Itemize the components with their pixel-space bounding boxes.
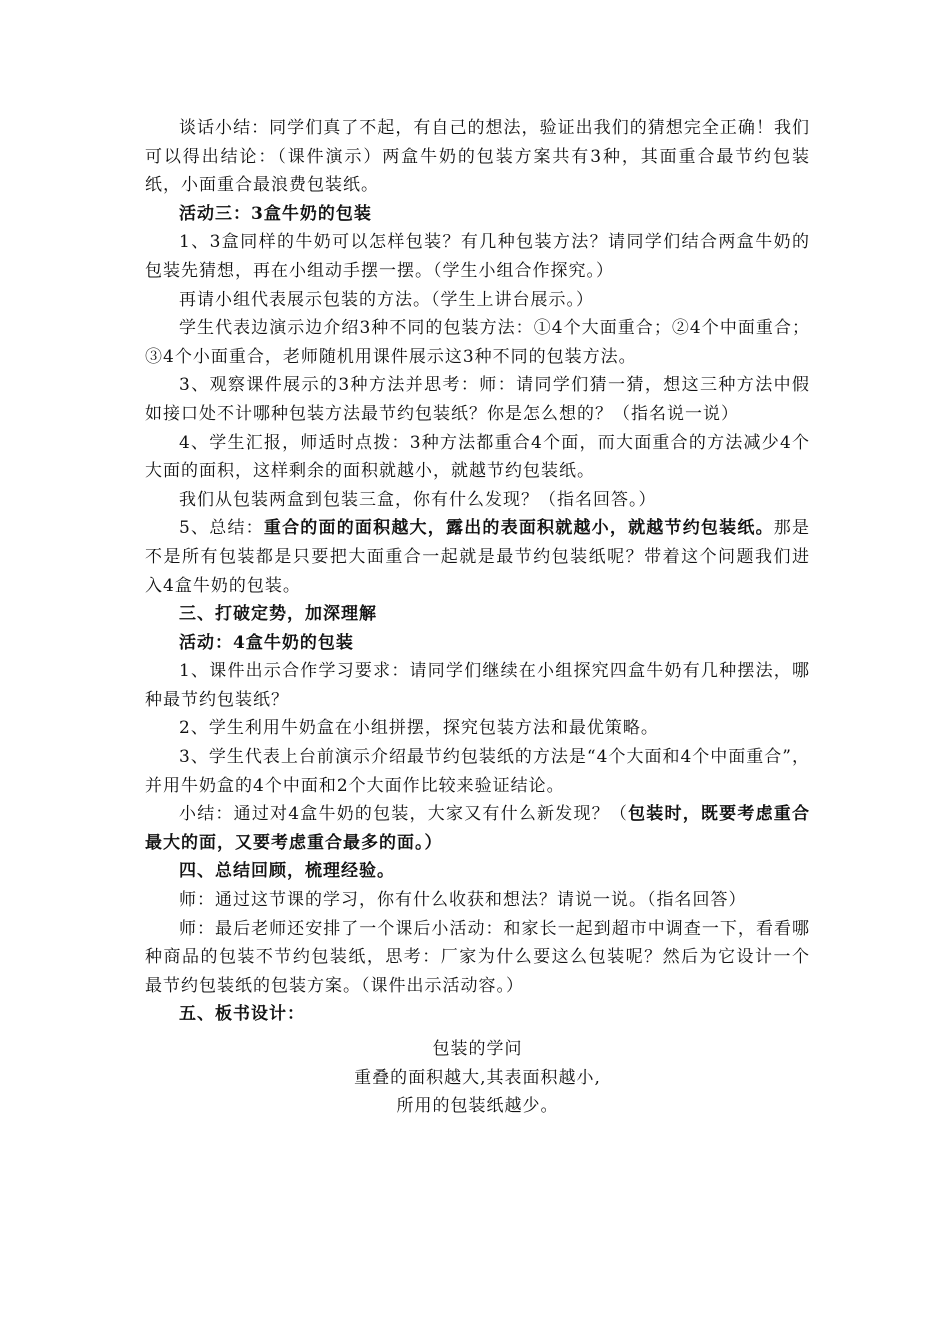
- demo-paragraph: 学生代表边演示边介绍3种不同的包装方法：①4个大面重合；②4个中面重合； ③4个小面重合，老师随机用课件展示这3种不同的包装方法。: [145, 318, 810, 367]
- heading-section-3: 三、打破定势，加深理解: [179, 604, 377, 625]
- task-1-paragraph: 1、课件出示合作学习要求：请同学们继续在小组探究四盒牛奶有几种摆法，哪种最节约包装纸？: [145, 661, 810, 710]
- step-5-paragraph: [145, 514, 810, 600]
- step-5-prefix: 5、总结：: [179, 518, 264, 539]
- step-5-rest: 那是不是所有包装都是只要把大面重合一起就是最节约包装纸呢？带着这个问题我们进入4盒牛奶的包装。: [145, 518, 810, 596]
- reflection-paragraph: 师：通过这节课的学习，你有什么收获和想法？请说一说。（指名回答）: [179, 890, 747, 911]
- board-line-1: 重叠的面积越大,其表面积越小,: [354, 1067, 601, 1088]
- board-title: 包装的学问: [432, 1039, 523, 1059]
- homework-paragraph: 师：最后老师还安排了一个课后小活动：和家长一起到超市中调查一下，看看哪种商品的包装不节约包装纸，思考：厂家为什么要这么包装呢？然后为它设计一个最节约包装纸的包装方案。（课件出示活动容。）: [145, 918, 810, 996]
- task-3-paragraph: 3、学生代表上台前演示介绍最节约包装纸的方法是“4个大面和4个中面重合”，并用牛奶盒的4个中面和2个大面作比较来验证结论。: [145, 747, 810, 796]
- discovery-paragraph: 我们从包装两盒到包装三盒，你有什么发现？（指名回答。）: [179, 489, 657, 510]
- heading-activity-4: 活动：4盒牛奶的包装: [179, 632, 354, 653]
- step-1-paragraph: 1、3盒同样的牛奶可以怎样包装？有几种包装方法？请同学们结合两盒牛奶的包装先猜想，再在小组动手摆一摆。（学生小组合作探究。）: [145, 232, 810, 281]
- summary-2-paragraph: [145, 800, 810, 857]
- group-show-paragraph: 再请小组代表展示包装的方法。（学生上讲台展示。）: [179, 289, 594, 310]
- heading-activity-3: 活动三：3盒牛奶的包装: [179, 203, 372, 224]
- blackboard-design: [145, 1035, 810, 1121]
- step-3-paragraph: 3、观察课件展示的3种方法并思考：师：请同学们猜一猜，想这三种方法中假如接口处不计哪种包装方法最节约包装纸？你是怎么想的？（指名说一说）: [145, 375, 810, 424]
- step-5-conclusion: 重合的面的面积越大，露出的表面积就越小，就越节约包装纸。: [263, 518, 774, 539]
- summary-2-prefix: 小结：通过对4盒牛奶的包装，大家又有什么新发现？（: [179, 804, 629, 825]
- task-2-paragraph: 2、学生利用牛奶盒在小组拼摆，探究包装方法和最优策略。: [179, 718, 659, 739]
- heading-section-4: 四、总结回顾，梳理经验。: [179, 861, 395, 882]
- document-page: [145, 114, 810, 1121]
- heading-section-5: 五、板书设计：: [179, 1004, 305, 1025]
- step-4-paragraph: 4、学生汇报，师适时点拨：3种方法都重合4个面，而大面重合的方法减少4个大面的面积，这样剩余的面积就越小，就越节约包装纸。: [145, 432, 810, 482]
- summary-2-bold: 包装时，既要考虑重合最大的面，又要考虑重合最多的面。）: [145, 804, 810, 853]
- board-line-2: 所用的包装纸越少。: [396, 1096, 559, 1117]
- summary-paragraph: 谈话小结：同学们真了不起，有自己的想法，验证出我们的猜想完全正确！我们可以得出结论：（课件演示）两盒牛奶的包装方案共有3种，其面重合最节约包装纸，小面重合最浪费包装纸。: [145, 118, 810, 196]
